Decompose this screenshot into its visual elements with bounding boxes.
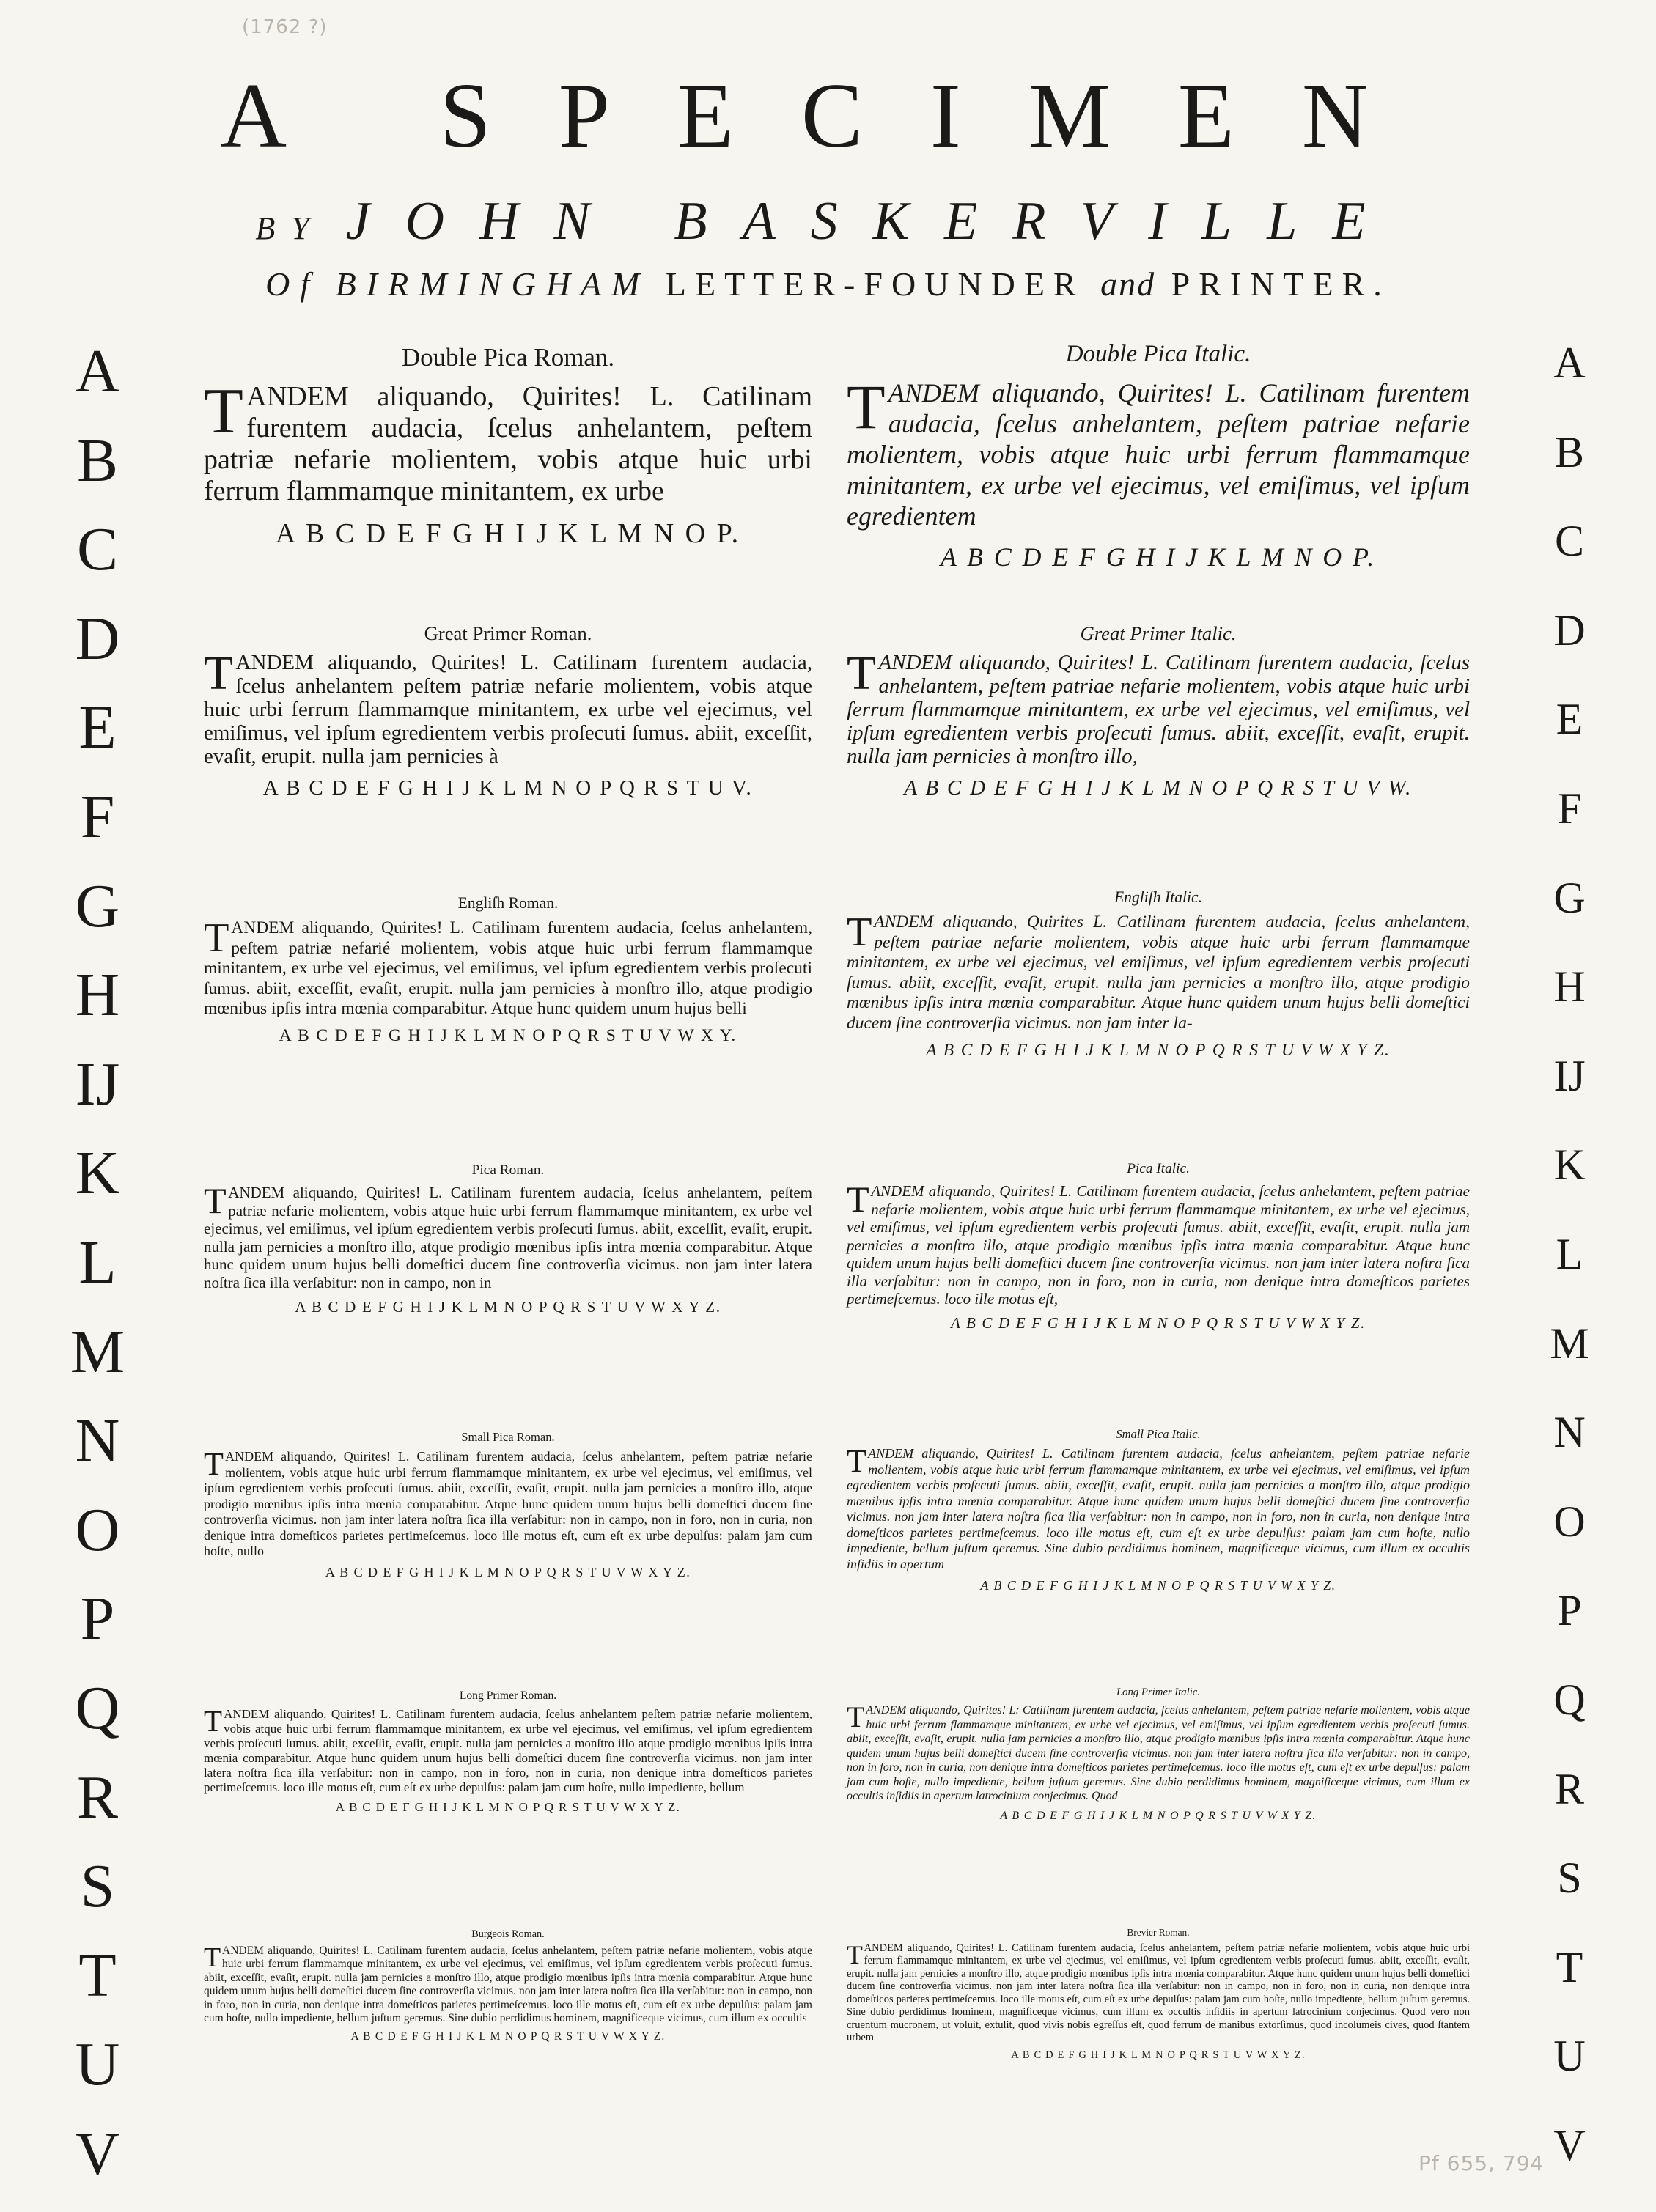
specimen-text xyxy=(847,1179,1470,1308)
side-letter: U xyxy=(1553,2032,1586,2081)
specimen-english-italic xyxy=(847,885,1470,1061)
side-letter: G xyxy=(75,871,120,940)
side-letter: Q xyxy=(1553,1675,1586,1724)
side-letter: T xyxy=(1556,1942,1583,1991)
specimen-text xyxy=(847,909,1470,1033)
side-alphabet-left xyxy=(50,337,145,2212)
specimen-body-text: ANDEM aliquando, Quirites! L. Catilinam furentem audacia, ſcelus anhelantem peſtem patriæ nefarie molientem, vobis atque huic urbi ferrum flammamque minitantem, ex urbe vel ejecimus, vel emiſimus, vel ipſum egredientem verbis proſecuti ſumus. abiit, exceſſit, evaſit, erupit. nulla jam pernicies à xyxy=(204,651,812,769)
specimen-body-text: ANDEM aliquando, Quirites! L. Catilinam furentem audacia, ſcelus anhelantem, peſtem patriae nefarie molientem, vobis atque huic urbi ferrum flammamque minitantem, ex urbe vel ejecimus, vel emiſimus, vel ipſum egredientem verbis proſecuti ſumus. abiit, exceſſit, evaſit, erupit. nulla jam pernicies a monſtro illo, atque prodigio mœnibus ipſis intra mœnia comparabitur. Atque hunc quidem unum hujus belli domeſtici ducem ſine controverſia vicimus. non jam inter latera noſtra ſica illa verſabitur: non in campo, non in foro, non in curia, non denique intra domeſticos parietes pertimeſcemus. loco ille motus eſt, xyxy=(847,1182,1470,1308)
specimen-body-text: ANDEM aliquando, Quirites! L. Catilinam furentem audacia, ſcelus anhelantem, peſtem patriæ nefarie molientem, vobis atque huic urbi ferrum flammamque minitantem, ex urbe vel ejecimus, vel emiſimus, vel ipſum egredientem verbis proſecuti ſumus. abiit, exceſſit, evaſit, erupit. nulla jam pernicies a monſtro illo, atque prodigio mœnibus ipſis intra mœnia comparabitur. Atque hunc quidem unum hujus belli domeſtici ducem ſine controverſia vicimus. non jam inter latera noſtra ſica illa verſabitur: non in campo, non in foro, non in curia, non denique intra domeſticos parietes pertimeſcemus. loco ille motus eſt, cum eſt ex urbe depulſus: palam jam cum hoſte, nullo xyxy=(204,1449,812,1559)
specimen-alphabet: A B C D E F G H I J K L M N O P Q R S T U V W X Y Z. xyxy=(325,1565,691,1580)
side-letter: O xyxy=(75,1495,120,1564)
specimen-alphabet: A B C D E F G H I J K L M N O P Q R S T U V. xyxy=(262,776,754,800)
side-letter: V xyxy=(1553,2120,1586,2169)
side-letter: F xyxy=(80,782,115,851)
specimen-text xyxy=(204,1180,812,1291)
specimen-heading: Brevier Roman. xyxy=(1127,1927,1190,1938)
side-letter: S xyxy=(80,1852,115,1921)
side-alphabet-right xyxy=(1522,341,1617,2212)
drop-cap: T xyxy=(847,371,886,442)
side-letter: IJ xyxy=(75,1050,120,1118)
side-letter: A xyxy=(1553,339,1586,387)
specimen-small-pica-roman xyxy=(204,1428,812,1581)
pencil-shelfmark-note: Pf 655, 794 xyxy=(1418,2151,1545,2175)
drop-cap: T xyxy=(847,1443,866,1480)
drop-cap: T xyxy=(204,1180,227,1222)
specimen-alphabet: A B C D E F G H I J K L M N O P Q R S T U V W X Y Z. xyxy=(1000,1809,1317,1822)
side-letter: R xyxy=(1554,1764,1585,1813)
specimen-body-text: ANDEM aliquando, Quirites! L. Catilinam furentem audacia, ſcelus anhelantem peſtem patriæ nefarie molientem, vobis atque huic urbi ferrum flammamque minitantem, ex urbe vel ejecimus, vel emiſimus, vel ipſum egredientem verbis proſecuti ſumus. abiit, exceſſit, evaſit, erupit. nulla jam pernicies a monſtro illo atque prodigio mœnibus ipſis intra mœnia comparabitur. Atque hunc quidem unum hujus belli domeſtici ducem ſine controverſia vicimus. non jam inter latera noſtra ſica illa verſabitur: non in campo, non in foro, non in curia, non denique intra domeſticos parietes pertimeſcemus. loco ille motus eſt, cum eſt ex urbe depulſus: palam jam cum hoſte, nullo impediente, bellum xyxy=(204,1707,812,1794)
drop-cap: T xyxy=(204,1704,223,1738)
specimen-heading: Double Pica Roman. xyxy=(401,343,615,372)
of-word: Of xyxy=(265,265,320,303)
specimen-heading: Pica Italic. xyxy=(1127,1161,1190,1176)
specimen-heading: Engliſh Roman. xyxy=(457,894,559,912)
and-word: and xyxy=(1100,265,1156,303)
specimen-burgeois-roman xyxy=(204,1926,812,2044)
specimen-alphabet: A B C D E F G H I J K L M N O P Q R S T U V W X Y Z. xyxy=(1011,2049,1306,2061)
specimen-text xyxy=(204,1704,812,1795)
specimen-alphabet: A B C D E F G H I J K L M N O P Q R S T U V W X Y Z. xyxy=(335,1800,681,1814)
specimen-text xyxy=(204,1446,812,1560)
by-word: BY xyxy=(255,210,325,246)
page-title: A SPECIMEN xyxy=(220,65,1436,167)
specimen-text xyxy=(847,1443,1470,1572)
side-letter: L xyxy=(78,1228,117,1297)
side-letter: E xyxy=(78,693,117,762)
specimen-body-text: ANDEM aliquando, Quirites! L. Catilinam furentem audacia, ſcelus anhelantem, peſtem patriæ nefarie molientem, vobis atque huic urbi ferrum flammamque minitantem, ex urbe vel ejecimus, vel emiſimus, vel ipſum egredientem verbis proſecuti ſumus. abiit, exceſſit, evaſit, erupit. nulla jam pernicies a monſtro illo, atque prodigio mœnibus ipſis intra mœnia comparabitur. Atque hunc quidem unum hujus belli domeſtici ducem ſine controverſia vicimus. non jam inter latera noſtra ſica illa verſabitur: non in campo, non in foro, non in curia, non denique intra domeſticos parietes pertimeſcemus. loco ille motus eſt, cum eſt ex urbe depulſus: palam jam cum hoſte, nullo impediente, bellum juſtum geremus. Sine dubio perdidimus hominem, magnificeque vicimus, cum illum ex occultis inſidiis in apertum latrocinium conjecimus. Quod vero non cruentum mucronem, ut voluit, extulit, quod vivis nobis egreſſus eſt, quod ferrum de manibus extorſimus, quod incolumeis cives, quod ſtantem urbem xyxy=(847,1942,1470,2044)
specimen-alphabet: A B C D E F G H I J K L M N O P Q R S T U V W X Y Z. xyxy=(980,1577,1336,1593)
side-letter: M xyxy=(70,1317,125,1386)
specimen-long-primer-italic xyxy=(847,1684,1470,1823)
side-letter: F xyxy=(1557,784,1582,833)
trade-line xyxy=(0,265,1656,303)
side-letter: A xyxy=(75,337,120,405)
side-letter: L xyxy=(1556,1229,1583,1278)
side-letter: P xyxy=(80,1585,115,1654)
city-name: BIRMINGHAM xyxy=(335,265,650,303)
drop-cap: T xyxy=(204,915,229,961)
specimen-great-primer-italic xyxy=(847,619,1470,800)
side-letter: D xyxy=(75,604,120,673)
side-letter: N xyxy=(75,1407,120,1475)
specimen-long-primer-roman xyxy=(204,1687,812,1815)
specimen-double-pica-italic xyxy=(847,336,1470,572)
drop-cap: T xyxy=(204,1446,224,1483)
side-letter: V xyxy=(75,2119,120,2188)
specimen-heading: Long Primer Roman. xyxy=(459,1689,557,1702)
specimen-body-text: ANDEM aliquando, Quirites! L. Catilinam furentem audacia, ſcelus anhelantem, peſtem patriae nefarie molientem, vobis atque huic urbi ferrum flammamque minitantem, ex urbe vel ejecimus, vel emiſimus, vel ipſum egredientem xyxy=(847,377,1470,531)
side-letter: H xyxy=(1553,962,1586,1011)
side-letter: G xyxy=(1553,873,1586,922)
side-letter: Q xyxy=(75,1673,120,1742)
side-letter: M xyxy=(1550,1319,1589,1368)
specimen-text xyxy=(204,375,812,507)
specimen-alphabet: A B C D E F G H I J K L M N O P Q R S T U V W X Y. xyxy=(279,1026,737,1046)
side-letter: C xyxy=(76,515,119,584)
side-letter: C xyxy=(1554,517,1585,566)
specimen-heading: Great Primer Italic. xyxy=(1080,622,1237,644)
specimen-heading: Pica Roman. xyxy=(471,1162,545,1178)
side-letter: N xyxy=(1553,1408,1586,1457)
side-letter: R xyxy=(76,1763,119,1832)
specimen-text xyxy=(204,1944,812,2026)
specimen-text xyxy=(847,1700,1470,1804)
specimen-pica-roman xyxy=(204,1160,812,1316)
specimen-small-pica-italic xyxy=(847,1425,1470,1593)
pencil-date-note: (1762 ?) xyxy=(242,16,328,38)
specimen-heading: Great Primer Roman. xyxy=(424,622,592,644)
specimen-alphabet: A B C D E F G H I J K L M N O P. xyxy=(275,518,741,550)
specimen-body-text: ANDEM aliquando, Quirites! L. Catilinam furentem audacia, ſcelus anhelantem, peſtem patriæ nefarie molientem, vobis atque huic urbi ferrum flammamque minitantem, ex urbe vel ejecimus, vel emiſimus, vel ipſum egredientem verbis proſecuti ſumus. abiit, exceſſit, evaſit, erupit. nulla jam pernicies a monſtro illo, atque prodigio mœnibus ipſis intra mœnia comparabitur. Atque hunc quidem unum hujus belli domeſtici ducem ſine controverſia vicimus. non jam inter latera noſtra ſica illa verſabitur: non in campo, non in xyxy=(204,1184,812,1291)
drop-cap: T xyxy=(847,1700,865,1734)
specimen-double-pica-roman xyxy=(204,339,812,550)
specimen-body-text: ANDEM aliquando, Quirites! L. Catilinam furentem audacia, ſcelus anhelantem, peſtem patriae nefarie molientem, vobis atque huic urbi ferrum flammamque minitantem, ex urbe vel ejecimus, vel emiſimus, vel ipſum egredientem verbis proſecuti ſumus. abiit, exceſſit, evaſit, erupit. nulla jam pernicies a monſtro illo, atque prodigio mœnibus ipſis intra mœnia comparabitur. Atque hunc quidem unum hujus belli domeſtici ducem ſine controverſia vicimus. non jam inter latera noſtra ſica illa verſabitur: non in campo, non in foro, non in curia, non denique intra domeſticos parietes pertimeſcemus. loco ille motus eſt, cum eſt ex urbe depulſus: palam jam cum hoſte, nullo impediente, bellum juſtum geremus. Sine dubio perdidimus hominem, magnificeque vicimus, cum illum ex occultis inſidiis in apertum xyxy=(847,1446,1470,1571)
specimen-text xyxy=(204,646,812,769)
drop-cap: T xyxy=(847,909,872,955)
specimen-great-primer-roman xyxy=(204,619,812,800)
specimen-pica-italic xyxy=(847,1158,1470,1332)
trade-printer: PRINTER. xyxy=(1171,265,1391,303)
drop-cap: T xyxy=(204,1942,221,1973)
specimen-alphabet: A B C D E F G H I J K L M N O P Q R S T U V W X Y Z. xyxy=(295,1297,721,1316)
specimen-heading: Long Primer Italic. xyxy=(1116,1686,1201,1698)
specimen-heading: Burgeois Roman. xyxy=(471,1928,545,1940)
specimen-alphabet: A B C D E F G H I J K L M N O P Q R S T U V W X Y Z. xyxy=(950,1314,1366,1332)
specimen-body-text: ANDEM aliquando, Quirites! L. Catilinam furentem audacia, ſcelus anhelantem, peſtem patriae nefarie molientem, vobis atque huic urbi ferrum flammamque minitantem, ex urbe vel ejecimus, vel emiſimus, vel ipſum egredientem verbis proſecuti ſumus. abiit, exceſſit, evaſit, erupit. nulla jam pernicies à monſtro illo, xyxy=(847,651,1470,769)
specimen-body-text: ANDEM aliquando, Quirites! L: Catilinam furentem audacia, ſcelus anhelantem, peſtem patriae nefarie molientem, vobis atque huic urbi ferrum flammamque minitantem, ex urbe vel ejecimus, vel emiſimus, vel ipſum egredientem verbis proſecuti ſumus. abiit, exceſſit, evaſit, erupit. nulla jam pernicies a monſtro illo, atque prodigio mœnibus ipſis intra mœnia comparabitur. Atque hunc quidem unum hujus belli domeſtici ducem ſine controverſia vicimus. non jam inter latera noſtra ſica illa verſabitur: non in campo, non in foro, non in curia, non denique intra domeſticos parietes pertimeſcemus. loco ille motus eſt, cum eſt ex urbe depulſus: palam jam cum hoſte, nullo impediente, bellum juſtum geremus. Sine dubio perdidimus hominem, magnificeque vicimus, cum illum ex occultis inſidiis in apertum latrocinium conjecimus. Quod xyxy=(847,1704,1470,1803)
specimen-heading: Small Pica Roman. xyxy=(461,1430,555,1444)
specimen-alphabet: A B C D E F G H I J K L M N O P Q R S T U V W. xyxy=(904,776,1413,800)
side-letter: E xyxy=(1556,695,1583,744)
author-line xyxy=(0,191,1656,251)
specimen-english-roman xyxy=(204,891,812,1047)
specimen-body-text: ANDEM aliquando, Quirites! L. Catilinam furentem audacia, ſcelus anhelantem, peſtem patriæ nefarie molientem, vobis atque huic urbi ferrum flammamque minitantem, ex urbe xyxy=(204,381,812,507)
specimen-body-text: ANDEM aliquando, Quirites! L. Catilinam furentem audacia, ſcelus anhelantem, peſtem patriæ nefarié molientem, vobis atque huic urbi ferrum flammamque minitantem, ex urbe vel ejecimus, vel emiſimus, vel ipſum egredientem verbis proſecuti ſumus. abiit, exceſſit, evaſit, erupit. nulla jam pernicies à monſtro illo, atque prodigio mœnibus ipſis intra mœnia comparabitur. Atque hunc quidem unum hujus belli xyxy=(204,918,812,1019)
side-letter: U xyxy=(75,2030,120,2099)
specimen-heading: Small Pica Italic. xyxy=(1116,1427,1201,1441)
side-letter: B xyxy=(1554,427,1585,476)
specimen-brevier-roman xyxy=(847,1925,1470,2062)
specimen-body-text: ANDEM aliquando, Quirites! L. Catilinam furentem audacia, ſcelus anhelantem, peſtem patriæ nefarie molientem, vobis atque huic urbi ferrum flammamque minitantem, ex urbe vel ejecimus, vel emiſimus, vel ipſum egredientem verbis proſecuti ſumus. abiit, exceſſit, evaſit, erupit. nulla jam pernicies a monſtro illo, atque prodigio mœnibus ipſis intra mœnia comparabitur. Atque hunc quidem unum hujus belli domeſtici ducem ſine controverſia vicimus. non jam inter latera noſtra ſica illa verſabitur: non in campo, non in foro, non in curia, non denique intra domeſticos parietes pertimeſcemus. loco ille motus eſt, cum eſt ex urbe depulſus: palam jam cum hoſte, nullo impediente, bellum juſtum geremus. Sine dubio perdidimus hominem, magnificeque vicimus, cum illum ex occultis xyxy=(204,1944,812,2025)
specimen-body-text: ANDEM aliquando, Quirites L. Catilinam furentem audacia, ſcelus anhelantem, peſtem patriae nefarie molientem, vobis atque huic urbi ferrum flammamque minitantem, ex urbe vel ejecimus, vel emiſimus, vel ipſum egredientem verbis proſecuti ſumus. abiit, exceſſit, evaſit, erupit. nulla jam pernicies a monſtro illo, atque prodigio mœnibus ipſis intra mœnia comparabitur. Atque hunc quidem unum hujus belli domeſtici ducem ſine controverſia vicimus. non jam inter la- xyxy=(847,913,1470,1033)
side-letter: IJ xyxy=(1553,1051,1586,1100)
specimen-alphabet: A B C D E F G H I J K L M N O P Q R S T U V W X Y Z. xyxy=(350,2030,666,2043)
side-letter: T xyxy=(78,1941,117,2010)
side-letter: K xyxy=(1553,1140,1586,1190)
drop-cap: T xyxy=(847,1939,863,1969)
side-letter: O xyxy=(1553,1497,1586,1546)
side-letter: K xyxy=(75,1139,120,1208)
specimen-alphabet: A B C D E F G H I J K L M N O P Q R S T U V W X Y Z. xyxy=(926,1040,1391,1060)
drop-cap: T xyxy=(204,646,234,700)
specimen-heading: Engliſh Italic. xyxy=(1114,888,1203,906)
side-letter: D xyxy=(1553,605,1586,655)
author-name: JOHN BASKERVILLE xyxy=(345,191,1401,251)
drop-cap: T xyxy=(847,1179,869,1220)
drop-cap: T xyxy=(204,375,243,448)
specimen-text xyxy=(204,915,812,1020)
specimen-heading: Double Pica Italic. xyxy=(1065,340,1251,367)
specimen-text xyxy=(847,1939,1470,2045)
side-letter: B xyxy=(76,426,119,495)
side-letter: P xyxy=(1557,1586,1582,1635)
specimen-text xyxy=(847,646,1470,769)
trade-letter-founder: LETTER-FOUNDER xyxy=(665,265,1085,303)
drop-cap: T xyxy=(847,646,877,700)
side-letter: H xyxy=(75,961,120,1030)
side-letter: S xyxy=(1557,1854,1582,1903)
specimen-alphabet: A B C D E F G H I J K L M N O P. xyxy=(940,542,1377,572)
specimen-text xyxy=(847,371,1470,531)
